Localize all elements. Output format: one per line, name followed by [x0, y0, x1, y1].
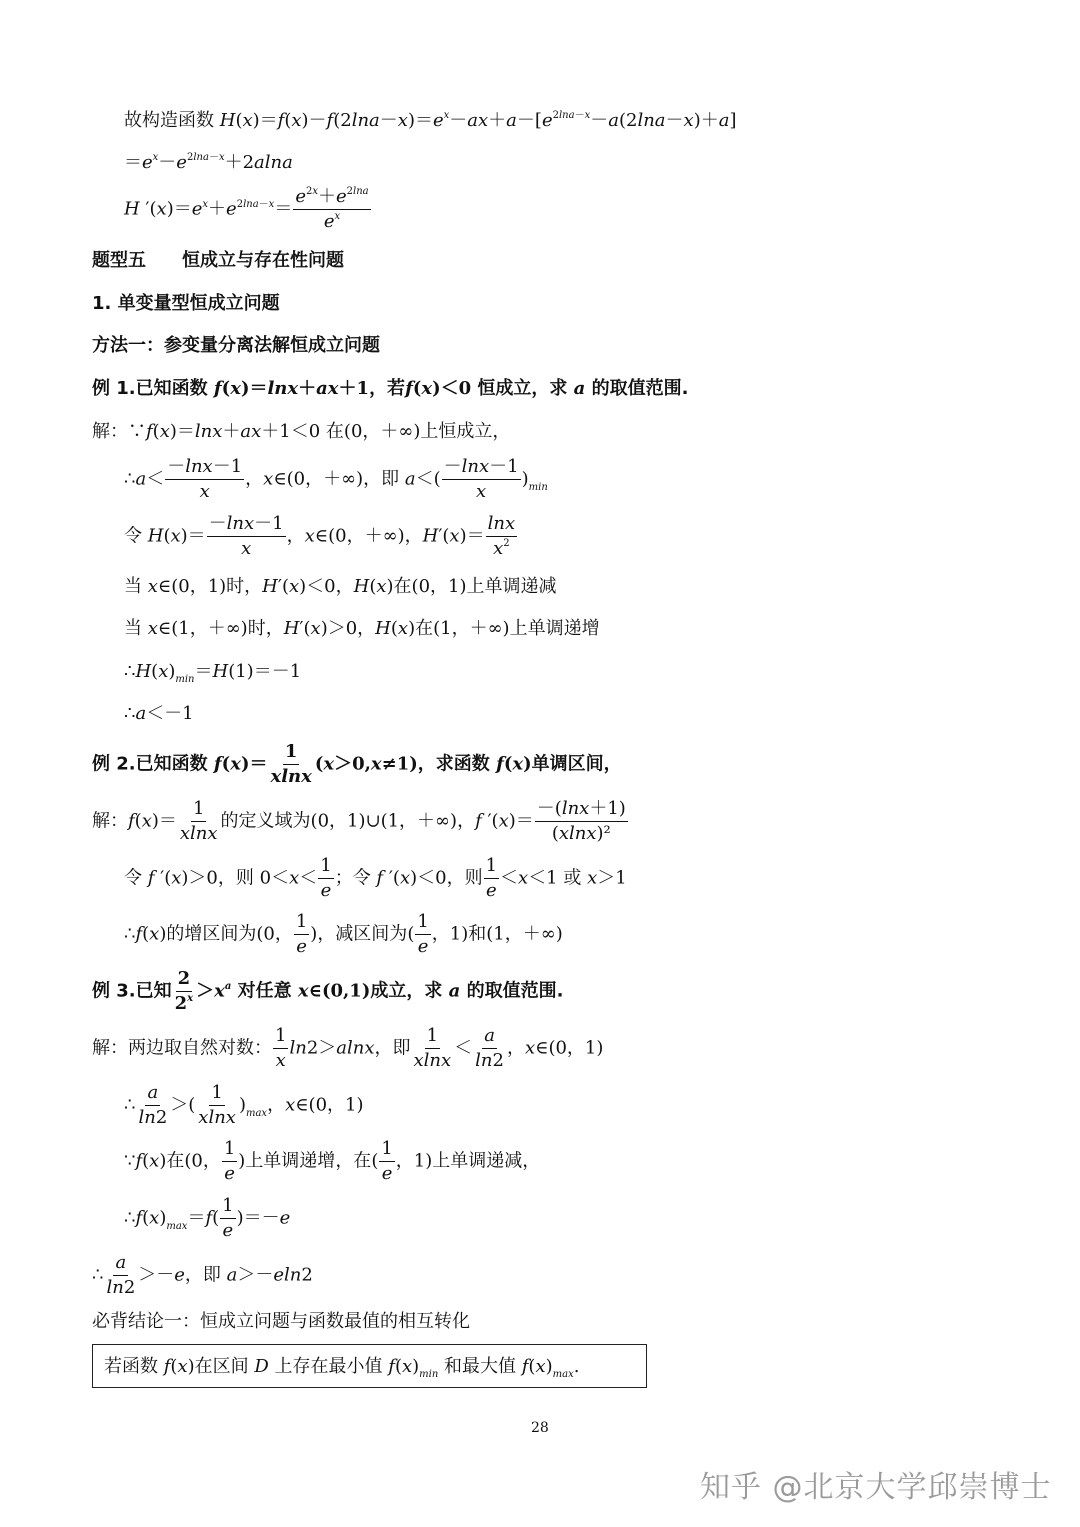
section-heading: 题型五 恒成立与存在性问题 [92, 250, 344, 271]
method-heading: 方法一：参变量分离法解恒成立问题 [92, 335, 380, 356]
example-1-solution-line-7: ∴a＜－1 [124, 703, 194, 724]
example-3-solution-line-3: ∵f(x)在(0， $\frac{1}{e}$ )上单调递增，在( $\frac{1}{e}$ ，1)上单调递减， [124, 1138, 541, 1184]
example-1-solution-line-2: ∴a＜ $\frac{-\ln x-1}{x}$ ，x∈(0，＋∞)，即 a＜( $\frac{-\ln x-1}{x}$ )$_{min}$ [124, 456, 548, 502]
example-3-solution-line-4: $\therefore f(x)_{max}=f$( $\frac{1}{e}$ )＝－e [124, 1195, 291, 1241]
conclusion-heading: 必背结论一：恒成立问题与函数最值的相互转化 [92, 1311, 470, 1332]
example-3-solution-line-5: ∴ $\frac{a}{\ln 2}$ ＞－e，即 a＞－eln2 [92, 1252, 313, 1298]
example-1-solution-line-5: 当 x∈(1，＋∞)时，H′(x)＞0，H(x)在(1，＋∞)上单调递增 [124, 618, 600, 639]
derivation-line-2: $=e^x-e^{2lna-x}+2alna$ [124, 152, 293, 173]
example-1-solution-line-3: 令 H(x)＝ $\frac{-\ln x-1}{x}$ ，x∈(0，＋∞)，H′(x)＝ $\frac{\ln x}{x^2}$ [124, 513, 516, 559]
example-1-solution-line-1: 解：∵f(x)＝lnx＋ax＋1＜0 在(0，＋∞)上恒成立， [92, 421, 511, 442]
example-1-solution-line-6: $\therefore H(x)_{min}=H(1)=-1$ [124, 661, 302, 685]
example-3-solution-line-1: 解：两边取自然对数： $\frac{1}{x}$ ln2＞alnx，即 $\frac{1}{xlnx}$ ＜ $\frac{a}{\ln 2}$ ，x∈(0，1) [92, 1025, 604, 1071]
example-2-solution-line-2: 令 f ′(x)＞0，则 0＜x＜ $\frac{1}{e}$ ；令 f ′(x)＜0，则 $\frac{1}{e}$ ＜x＜1 或 x＞1 [124, 855, 627, 901]
example-3-statement: 例 3.已知 $\frac{2}{2^x}$ $>x^a$ 对任意 x∈(0,1)成立，求 a 的取值范围. [92, 968, 564, 1014]
conclusion-box-text: 若函数 f(x)在区间 D 上存在最小值 $f(x)_{min}$ 和最大值 $f(x)_{max}$. [104, 1356, 580, 1380]
example-1-solution-line-4: 当 x∈(0，1)时，H′(x)＜0，H(x)在(0，1)上单调递减 [124, 576, 557, 597]
example-2-solution-line-3: ∴f(x)的增区间为(0， $\frac{1}{e}$ )，减区间为( $\frac{1}{e}$ ，1)和(1，＋∞) [124, 911, 563, 957]
derivation-line-1: 故构造函数 $H(x)=f(x)-f(2\ln a-x)=e^x-ax+a-[e^{2lna-x}-a(2\ln a-x)+a]$ [124, 110, 737, 131]
page-number: 28 [531, 1420, 549, 1436]
example-2-statement: 例 2.已知函数 f(x)＝ $\frac{1}{xlnx}$ (x＞0,x≠1)，求函数 f(x)单调区间， [92, 741, 622, 787]
example-3-solution-line-2: ∴ $\frac{a}{\ln 2}$ ＞( $\frac{1}{xlnx}$ )$_{max}$，x∈(0，1) [124, 1082, 364, 1128]
watermark: 知乎 @北京大学邱崇博士 [700, 1470, 1052, 1505]
subsection-heading: 1. 单变量型恒成立问题 [92, 293, 280, 314]
example-1-statement: 例 1.已知函数 f(x)＝lnx＋ax＋1，若f(x)＜0 恒成立，求 a 的取值范围. [92, 378, 689, 399]
derivation-line-3: H $'(x)=e^x+e^{2lna-x}=$ $\frac{e^{2x}+e^{2lna}}{e^x}$ [124, 186, 369, 232]
example-2-solution-line-1: 解：f(x)＝ $\frac{1}{xlnx}$ 的定义域为(0，1)∪(1，＋∞)，f ′(x)＝ $\frac{-(\ln x+1)}{\text{(xlnx)²}}$ [92, 798, 626, 844]
